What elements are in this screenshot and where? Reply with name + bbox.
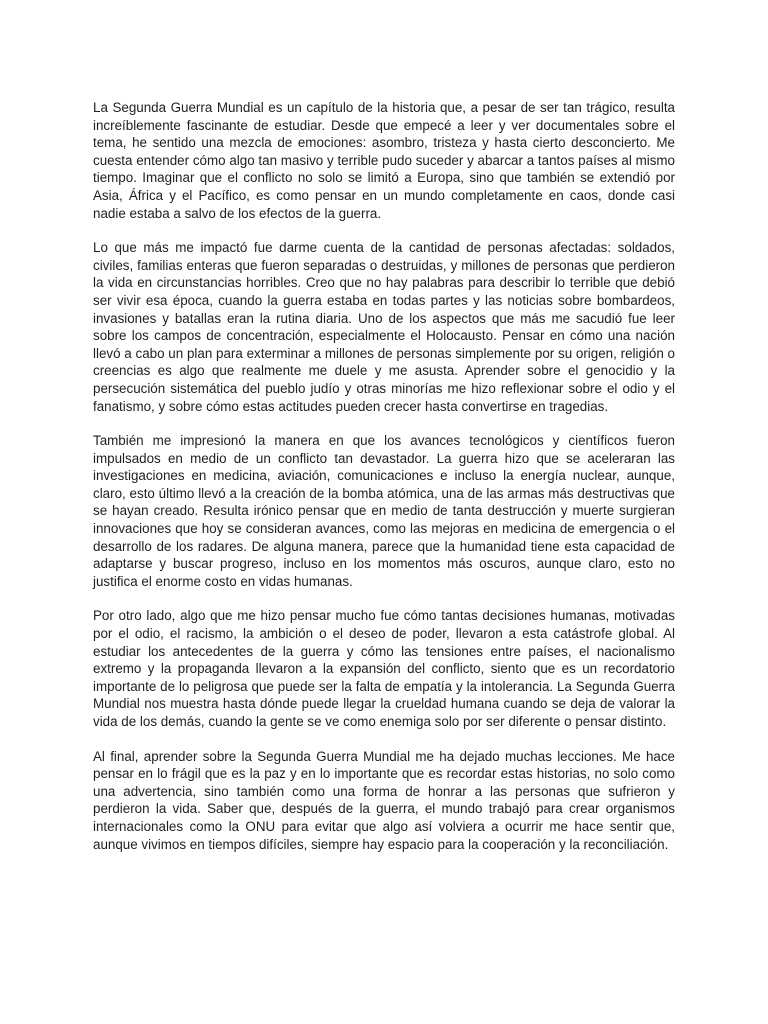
document-body	[93, 99, 675, 853]
paragraph-4: Por otro lado, algo que me hizo pensar mucho fue cómo tantas decisiones humanas, motivadas por el odio, el racismo, la ambición o el deseo de poder, llevaron a esta catástrofe global. Al estudiar los antecedentes de la guerra y cómo las tensiones entre países, el nacionalismo extremo y la propaganda llevaron a la expansión del conflicto, siento que es un recordatorio importante de lo peligrosa que puede ser la falta de empatía y la intolerancia. La Segunda Guerra Mundial nos muestra hasta dónde puede llegar la crueldad humana cuando se deja de valorar la vida de los demás, cuando la gente se ve como enemiga solo por ser diferente o pensar distinto.	[93, 608, 675, 729]
paragraph-2: Lo que más me impactó fue darme cuenta de la cantidad de personas afectadas: soldados, civiles, familias enteras que fueron separadas o destruidas, y millones de personas que perdieron la vida en circunstancias horribles. Creo que no hay palabras para describir lo terrible que debió ser vivir esa época, cuando la guerra estaba en todas partes y las noticias sobre bombardeos, invasiones y batallas eran la rutina diaria. Uno de los aspectos que más me sacudió fue leer sobre los campos de concentración, especialmente el Holocausto. Pensar en cómo una nación llevó a cabo un plan para exterminar a millones de personas simplemente por su origen, religión o creencias es algo que realmente me duele y me asusta. Aprender sobre el genocidio y la persecución sistemática del pueblo judío y otras minorías me hizo reflexionar sobre el odio y el fanatismo, y sobre cómo estas actitudes pueden crecer hasta convertirse en tragedias.	[93, 240, 675, 414]
paragraph-1: La Segunda Guerra Mundial es un capítulo de la historia que, a pesar de ser tan trágico, resulta increíblemente fascinante de estudiar. Desde que empecé a leer y ver documentales sobre el tema, he sentido una mezcla de emociones: asombro, tristeza y hasta cierto desconcierto. Me cuesta entender cómo algo tan masivo y terrible pudo suceder y abarcar a tantos países al mismo tiempo. Imaginar que el conflicto no solo se limitó a Europa, sino que también se extendió por Asia, África y el Pacífico, es como pensar en un mundo completamente en caos, donde casi nadie estaba a salvo de los efectos de la guerra.	[93, 100, 675, 221]
paragraph-3: También me impresionó la manera en que los avances tecnológicos y científicos fueron impulsados en medio de un conflicto tan devastador. La guerra hizo que se aceleraran las investigaciones en medicina, aviación, comunicaciones e incluso la energía nuclear, aunque, claro, esto último llevó a la creación de la bomba atómica, una de las armas más destructivas que se hayan creado. Resulta irónico pensar que en medio de tanta destrucción y muerte surgieran innovaciones que hoy se consideran avances, como las mejoras en medicina de emergencia o el desarrollo de los radares. De alguna manera, parece que la humanidad tiene esta capacidad de adaptarse y buscar progreso, incluso en los momentos más oscuros, aunque claro, esto no justifica el enorme costo en vidas humanas.	[93, 433, 675, 589]
paragraph-5: Al final, aprender sobre la Segunda Guerra Mundial me ha dejado muchas lecciones. Me hace pensar en lo frágil que es la paz y en lo importante que es recordar estas historias, no solo como una advertencia, sino también como una forma de honrar a las personas que sufrieron y perdieron la vida. Saber que, después de la guerra, el mundo trabajó para crear organismos internacionales como la ONU para evitar que algo así volviera a ocurrir me hace sentir que, aunque vivimos en tiempos difíciles, siempre hay espacio para la cooperación y la reconciliación.	[93, 748, 675, 852]
